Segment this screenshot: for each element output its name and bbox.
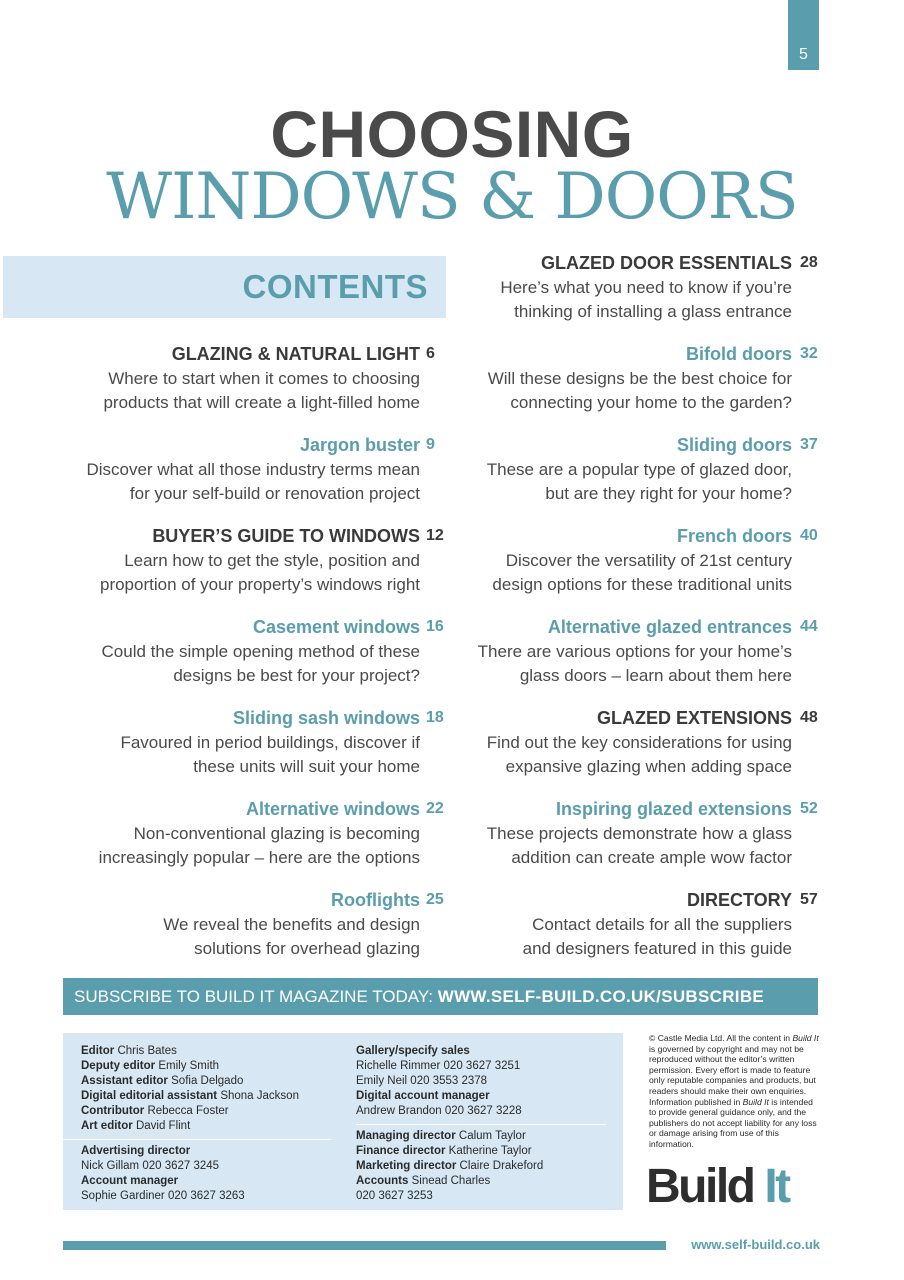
toc-desc: for your self-build or renovation project — [129, 484, 420, 503]
toc-entry[interactable] — [372, 343, 792, 415]
credit-role: Account manager — [81, 1175, 179, 1187]
toc-entry[interactable] — [372, 434, 792, 506]
title-choosing: CHOOSING — [270, 97, 634, 171]
toc-entry[interactable] — [372, 798, 792, 870]
subscribe-url-link[interactable]: WWW.SELF-BUILD.CO.UK/SUBSCRIBE — [437, 987, 765, 1006]
toc-heading: Jargon buster — [299, 435, 420, 455]
toc-heading: Alternative windows — [245, 799, 420, 819]
toc-desc: We reveal the benefits and design — [163, 915, 420, 934]
copyright-notice: © Castle Media Ltd. All the content in Build It is governed by copyright and may not be reproduced without the editor’s written permission. Every effort is made to feature only reputable companies and products, but readers should make their own enquiries. Information published in Build It is intended to provide general guidance only, and the publishers do not accept liability for any loss or damage arising from use of this information. — [649, 1033, 819, 1149]
credits-column-editorial — [81, 1044, 341, 1204]
toc-heading: Sliding sash windows — [232, 708, 420, 728]
toc-page-number: 48 — [800, 709, 818, 726]
toc-page-number: 52 — [800, 800, 818, 817]
toc-entry[interactable] — [0, 798, 420, 870]
toc-page-number: 22 — [426, 800, 444, 817]
toc-page-number: 37 — [800, 436, 818, 453]
credit-line: Accounts Sinead Charles — [356, 1175, 491, 1187]
toc-heading: GLAZED EXTENSIONS — [596, 708, 792, 728]
toc-desc: addition can create ample wow factor — [511, 848, 792, 867]
toc-desc: expansive glazing when adding space — [505, 757, 792, 776]
toc-page-number: 16 — [426, 618, 444, 635]
toc-desc: and designers featured in this guide — [522, 939, 792, 958]
toc-desc: Learn how to get the style, position and — [124, 551, 420, 570]
contents-label: CONTENTS — [242, 268, 428, 305]
page-number: 5 — [799, 46, 808, 63]
credit-contact: Andrew Brandon 020 3627 3228 — [356, 1105, 522, 1117]
toc-desc: Will these designs be the best choice for — [487, 369, 792, 388]
toc-entry[interactable] — [0, 525, 420, 597]
toc-desc: solutions for overhead glazing — [194, 939, 420, 958]
toc-page-number: 28 — [800, 254, 818, 271]
credits-column-commercial — [356, 1044, 616, 1204]
toc-entry[interactable] — [372, 616, 792, 688]
toc-desc: connecting your home to the garden? — [510, 393, 792, 412]
toc-desc: Contact details for all the suppliers — [532, 915, 792, 934]
toc-entry[interactable] — [0, 889, 420, 961]
toc-desc: These are a popular type of glazed door, — [486, 460, 792, 479]
subscribe-banner[interactable] — [63, 978, 818, 1015]
toc-desc: these units will suit your home — [193, 757, 420, 776]
toc-page-number: 44 — [800, 618, 818, 635]
build-it-logo: Build It — [646, 1160, 789, 1213]
footer-bar — [63, 1241, 666, 1250]
credit-line: Editor Chris Bates — [81, 1045, 177, 1057]
toc-entry[interactable] — [372, 252, 792, 324]
credit-contact: Richelle Rimmer 020 3627 3251 — [356, 1060, 521, 1072]
divider — [356, 1124, 606, 1125]
credit-line: Deputy editor Emily Smith — [81, 1060, 220, 1072]
toc-entry[interactable] — [372, 525, 792, 597]
toc-desc: Non-conventional glazing is becoming — [133, 824, 420, 843]
toc-desc: Here’s what you need to know if you’re — [500, 278, 792, 297]
credit-contact: Nick Gillam 020 3627 3245 — [81, 1160, 220, 1172]
toc-entry[interactable] — [0, 343, 420, 415]
toc-desc: proportion of your property’s windows right — [99, 575, 420, 594]
credit-contact: Sophie Gardiner 020 3627 3263 — [81, 1190, 245, 1202]
toc-page-number: 40 — [800, 527, 818, 544]
subscribe-text: SUBSCRIBE TO BUILD IT MAGAZINE TODAY: — [74, 987, 438, 1006]
toc-entry[interactable] — [0, 434, 420, 506]
credit-line: Managing director Calum Taylor — [356, 1130, 526, 1142]
toc-page-number: 6 — [426, 345, 435, 362]
toc-page-number: 9 — [426, 436, 435, 453]
credit-line: Assistant editor Sofia Delgado — [81, 1075, 244, 1087]
toc-heading: Inspiring glazed extensions — [555, 799, 792, 819]
toc-entry[interactable] — [372, 889, 792, 961]
toc-page-number: 25 — [426, 891, 444, 908]
toc-heading: Alternative glazed entrances — [547, 617, 792, 637]
toc-heading: BUYER’S GUIDE TO WINDOWS — [152, 526, 420, 546]
toc-desc: Find out the key considerations for using — [486, 733, 792, 752]
credit-contact: Emily Neil 020 3553 2378 — [356, 1075, 488, 1087]
toc-desc: thinking of installing a glass entrance — [514, 302, 792, 321]
toc-heading: Sliding doors — [677, 435, 792, 455]
toc-desc: There are various options for your home’s — [477, 642, 792, 661]
credit-line: Art editor David Flint — [81, 1120, 191, 1132]
credit-line: Digital editorial assistant Shona Jackson — [81, 1090, 299, 1102]
toc-page-number: 57 — [800, 891, 818, 908]
toc-heading: GLAZING & NATURAL LIGHT — [171, 344, 420, 364]
page-number-tab — [788, 0, 819, 70]
credit-role: Digital account manager — [356, 1090, 490, 1102]
toc-heading: Casement windows — [252, 617, 420, 637]
toc-heading: French doors — [676, 526, 792, 546]
toc-desc: products that will create a light-filled home — [103, 393, 420, 412]
toc-entry[interactable] — [0, 616, 420, 688]
toc-entry[interactable] — [0, 707, 420, 779]
title-windows-doors: WINDOWS & DOORS — [106, 160, 798, 234]
credit-contact: 020 3627 3253 — [356, 1190, 433, 1202]
toc-desc: increasingly popular – here are the options — [98, 848, 420, 867]
divider — [63, 1139, 331, 1140]
credit-line: Marketing director Claire Drakeford — [356, 1160, 544, 1172]
toc-page-number: 12 — [426, 527, 444, 544]
credit-role: Gallery/specify sales — [356, 1045, 470, 1057]
toc-heading: DIRECTORY — [686, 890, 792, 910]
credit-line: Finance director Katherine Taylor — [356, 1145, 532, 1157]
toc-desc: Could the simple opening method of these — [101, 642, 420, 661]
toc-desc: Discover the versatility of 21st century — [505, 551, 792, 570]
toc-desc: Favoured in period buildings, discover if — [120, 733, 420, 752]
toc-desc: These projects demonstrate how a glass — [486, 824, 792, 843]
toc-desc: design options for these traditional units — [492, 575, 792, 594]
toc-entry[interactable] — [372, 707, 792, 779]
staff-credits-box — [63, 1033, 623, 1210]
toc-desc: glass doors – learn about them here — [519, 666, 792, 685]
toc-heading: Bifold doors — [686, 344, 792, 364]
toc-desc: designs be best for your project? — [173, 666, 420, 685]
toc-desc: but are they right for your home? — [545, 484, 792, 503]
toc-page-number: 18 — [426, 709, 444, 726]
toc-heading: GLAZED DOOR ESSENTIALS — [540, 253, 792, 273]
toc-desc: Where to start when it comes to choosing — [108, 369, 420, 388]
toc-heading: Rooflights — [331, 890, 420, 910]
toc-page-number: 32 — [800, 345, 818, 362]
footer-url-link[interactable]: www.self-build.co.uk — [691, 1237, 820, 1252]
toc-desc: Discover what all those industry terms mean — [86, 460, 420, 479]
credit-role: Advertising director — [81, 1145, 191, 1157]
credit-line: Contributor Rebecca Foster — [81, 1105, 229, 1117]
